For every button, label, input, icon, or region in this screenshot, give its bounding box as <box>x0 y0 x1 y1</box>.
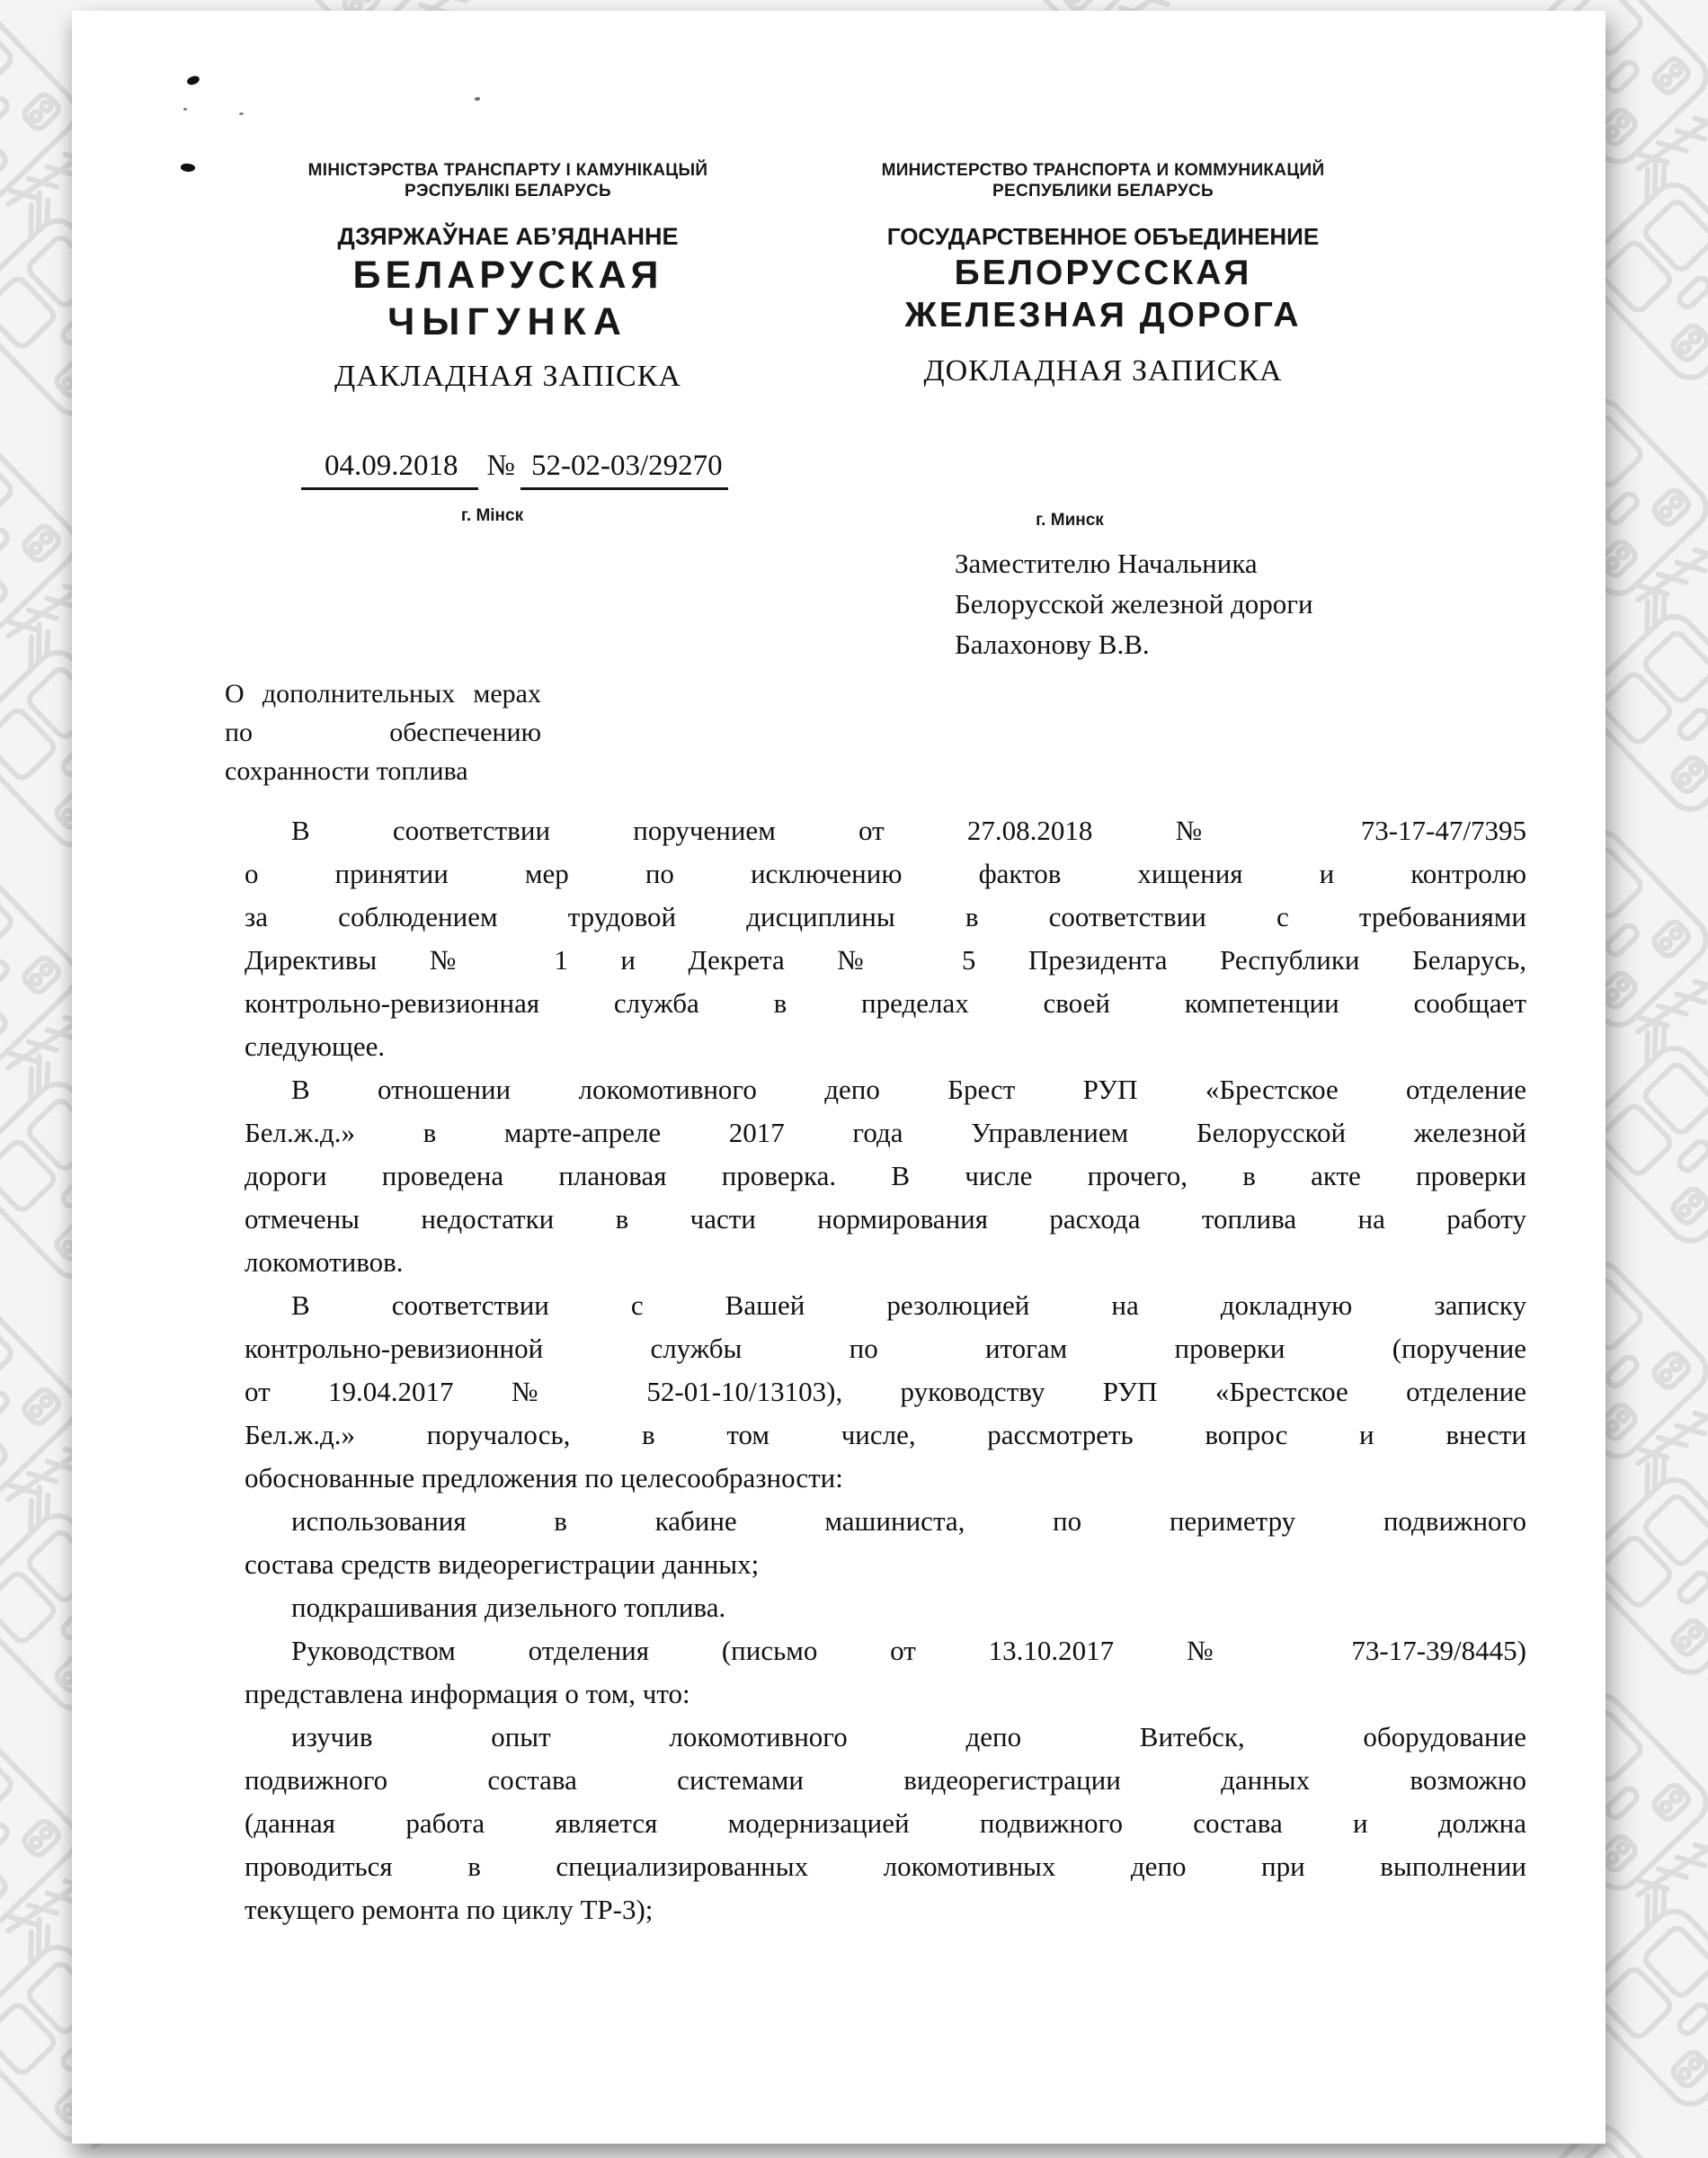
body-line: контрольно-ревизионной службы по итогам проверки (поручение <box>245 1333 1526 1364</box>
body-line: проводиться в специализированных локомотивных депо при выполнении <box>245 1850 1526 1882</box>
document-page <box>72 11 1606 2144</box>
body-line: представлена информация о том, что: <box>245 1678 690 1709</box>
ink-speck <box>186 75 200 85</box>
letterhead-org-name-ru-line1: БЕЛОРУССКАЯ <box>954 254 1252 292</box>
addressee-block <box>955 543 1494 664</box>
body-line: отмечены недостатки в части нормирования расхода топлива на работу <box>245 1203 1526 1235</box>
body-line: В соответствии поручением от 27.08.2018 № 73-17-47/7395 <box>291 815 1526 846</box>
body-line: дороги проведена плановая проверка. В числе прочего, в акте проверки <box>245 1160 1526 1191</box>
letterhead-org-name-by-line1: БЕЛАРУСКАЯ <box>352 254 663 297</box>
body-line: следующее. <box>245 1030 386 1062</box>
body-line: Бел.ж.д.» в марте-апреле 2017 года Управлением Белорусской железной <box>245 1117 1526 1148</box>
doc-type-title-ru: ДОКЛАДНАЯ ЗАПИСКА <box>923 354 1283 388</box>
doc-number: 52-02-03/29270 <box>520 450 728 490</box>
doc-type-title-by: ДАКЛАДНАЯ ЗАПІСКА <box>334 360 681 393</box>
letterhead-org-name-ru-line2: ЖЕЛЕЗНАЯ ДОРОГА <box>904 296 1302 334</box>
body-line: В соответствии с Вашей резолюцией на докладную записку <box>291 1289 1526 1321</box>
ink-speck <box>239 112 244 115</box>
body-line: состава средств видеорегистрации данных; <box>245 1548 760 1580</box>
body-line: подвижного состава системами видеорегистрации данных возможно <box>245 1764 1526 1796</box>
body-line: контрольно-ревизионная служба в пределах своей компетенции сообщает <box>245 987 1526 1019</box>
letterhead-org-name-by-line2: ЧЫГУНКА <box>387 300 628 343</box>
letterhead-association-ru: ГОСУДАРСТВЕННОЕ ОБЪЕДИНЕНИЕ <box>886 223 1320 250</box>
body-line: о принятии мер по исключению фактов хищения и контролю <box>245 858 1526 889</box>
body-line: за соблюдением трудовой дисциплины в соответствии с требованиями <box>245 901 1526 932</box>
body-line: (данная работа является модернизацией подвижного состава и должна <box>245 1807 1526 1839</box>
ink-speck <box>475 97 480 101</box>
ministry-line: МІНІСТЭРСТВА ТРАНСПАРТУ І КАМУНІКАЦЫЙ <box>307 161 708 180</box>
body-line: Бел.ж.д.» поручалось, в том числе, рассмотреть вопрос и внести <box>245 1419 1526 1450</box>
doc-date: 04.09.2018 <box>301 450 478 490</box>
body-line: от 19.04.2017 № 52-01-10/13103), руководству РУП «Брестское отделение <box>245 1376 1526 1407</box>
ministry-line: РЕСПУБЛИКИ БЕЛАРУСЬ <box>992 182 1214 201</box>
ministry-line: РЭСПУБЛІКІ БЕЛАРУСЬ <box>404 182 612 201</box>
body-line: использования в кабине машиниста, по периметру подвижного <box>291 1505 1526 1537</box>
addressee-line: Балахонову В.В. <box>955 629 1150 660</box>
body-line: текущего ремонта по циклу ТР-3); <box>245 1894 654 1925</box>
ink-speck <box>180 163 195 173</box>
letterhead-association-by: ДЗЯРЖАЎНАЕ АБ’ЯДНАННЕ <box>337 223 679 250</box>
body-text <box>245 809 1526 1931</box>
ink-speck <box>183 108 187 111</box>
body-line: обоснованные предложения по целесообразности: <box>245 1462 843 1494</box>
city-label-by: г. Мінск <box>460 506 524 525</box>
letterhead-ministry-by <box>252 160 764 201</box>
addressee-line: Заместителю Начальника <box>955 548 1258 579</box>
doc-date-number-line <box>301 450 751 490</box>
ministry-line: МИНИСТЕРСТВО ТРАНСПОРТА И КОММУНИКАЦИЙ <box>881 161 1325 180</box>
body-line: локомотивов. <box>245 1246 404 1278</box>
body-line: подкрашивания дизельного топлива. <box>291 1592 726 1623</box>
subject-block: О дополнительных мерах по обеспечению сохранности топлива <box>225 679 541 786</box>
body-line: изучив опыт локомотивного депо Витебск, оборудование <box>291 1721 1526 1752</box>
body-line: В отношении локомотивного депо Брест РУП «Брестское отделение <box>291 1074 1526 1105</box>
addressee-line: Белорусской железной дороги <box>955 588 1313 620</box>
body-line: Директивы № 1 и Декрета № 5 Президента Республики Беларусь, <box>245 944 1526 976</box>
number-sign: № <box>486 450 515 482</box>
city-label-ru: г. Минск <box>1036 511 1104 530</box>
letterhead-ministry-ru <box>847 160 1359 201</box>
body-line: Руководством отделения (письмо от 13.10.2017 № 73-17-39/8445) <box>291 1635 1526 1666</box>
